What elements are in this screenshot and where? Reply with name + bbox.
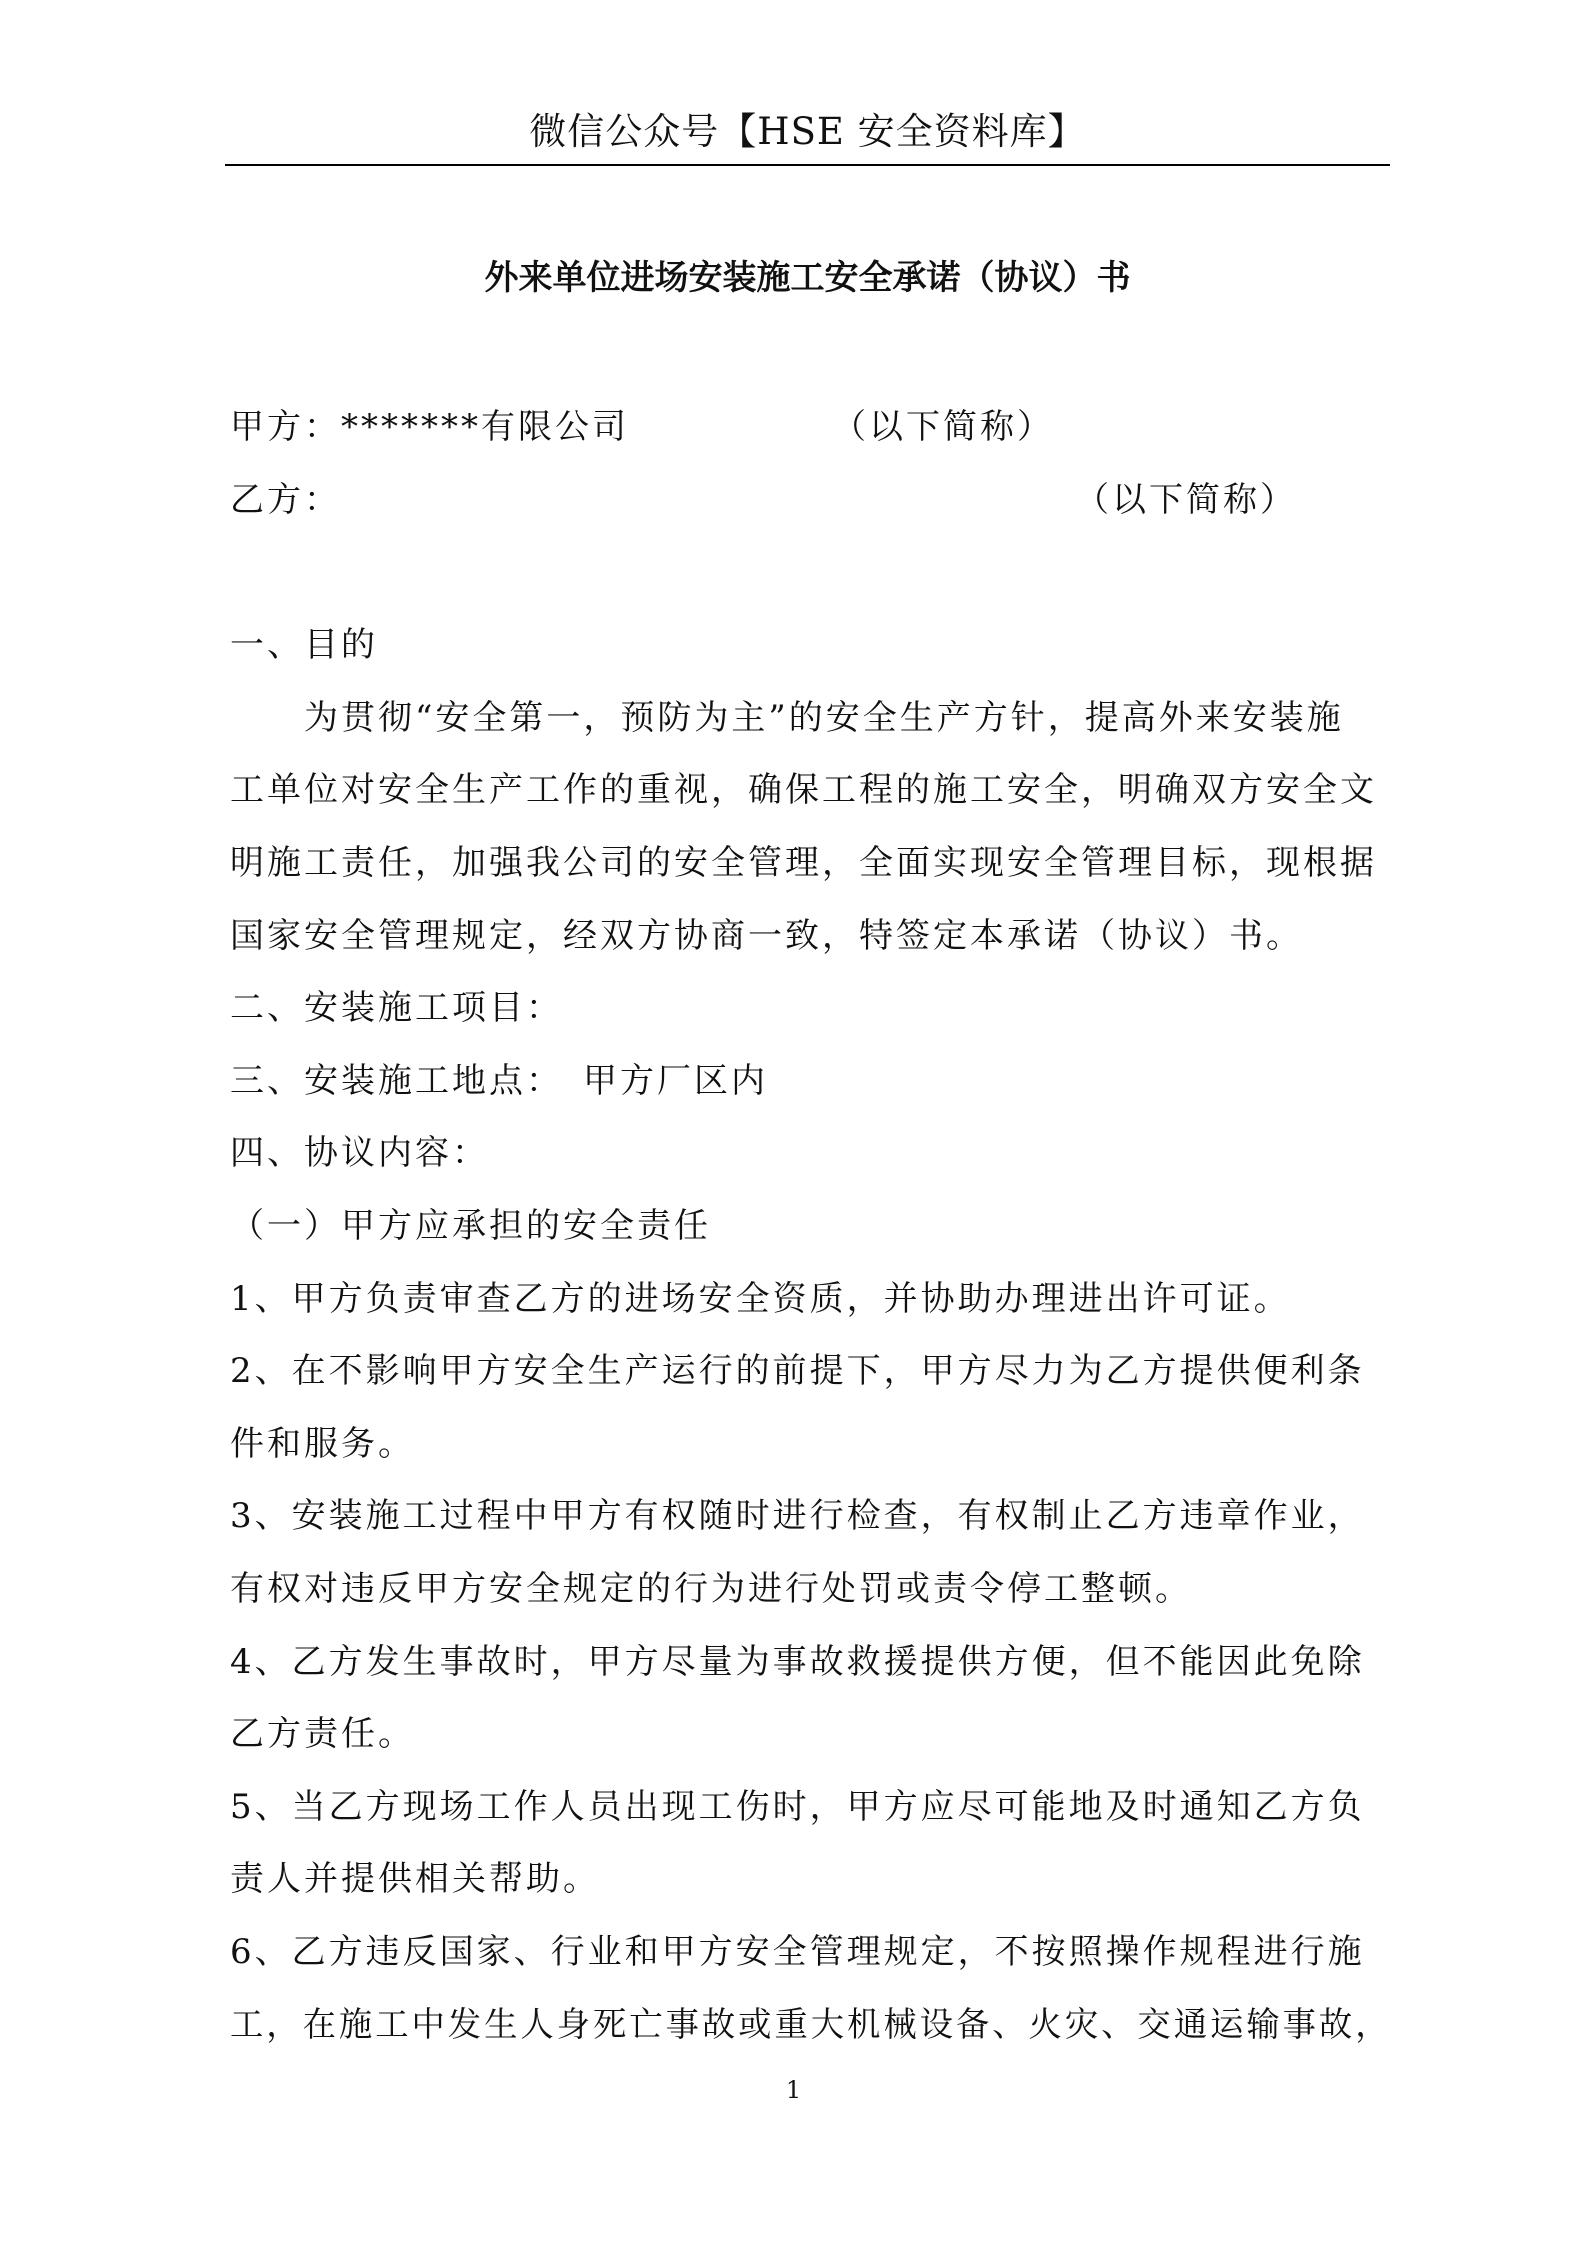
clause-line: 6、乙方违反国家、行业和甲方安全管理规定，不按照操作规程进行施	[230, 1932, 1365, 1972]
page-number: 1	[785, 2076, 802, 2104]
party-a-label: 甲方：*******有限公司	[230, 407, 629, 447]
subsection-heading-party-a: （一）甲方应承担的安全责任	[230, 1206, 711, 1246]
clause-line: 1、甲方负责审查乙方的进场安全资质，并协助办理进出许可证。	[230, 1279, 1291, 1319]
clause-line: 4、乙方发生事故时，甲方尽量为事故救援提供方便，但不能因此免除	[230, 1642, 1365, 1682]
clause-line: 5、当乙方现场工作人员出现工伤时，甲方应尽可能地及时通知乙方负	[230, 1787, 1365, 1827]
clause-line: 2、在不影响甲方安全生产运行的前提下，甲方尽力为乙方提供便利条	[230, 1351, 1365, 1391]
section-heading-purpose: 一、目的	[230, 625, 378, 665]
party-a-note: （以下简称）	[832, 407, 1054, 447]
section-heading-location: 三、安装施工地点： 甲方厂区内	[230, 1061, 768, 1101]
document-title: 外来单位进场安装施工安全承诺（协议）书	[484, 258, 1131, 298]
paragraph-line: 工单位对安全生产工作的重视，确保工程的施工安全，明确双方安全文	[230, 770, 1377, 810]
clause-line: 责人并提供相关帮助。	[230, 1859, 600, 1899]
paragraph-line: 为贯彻“安全第一，预防为主”的安全生产方针，提高外来安装施	[230, 698, 1344, 738]
section-heading-content: 四、协议内容：	[230, 1133, 489, 1173]
paragraph-line: 国家安全管理规定，经双方协商一致，特签定本承诺（协议）书。	[230, 916, 1303, 956]
clause-line: 有权对违反甲方安全规定的行为进行处罚或责令停工整顿。	[230, 1569, 1192, 1609]
party-b-label: 乙方：	[230, 480, 341, 520]
clause-line: 件和服务。	[230, 1424, 415, 1464]
section-heading-project: 二、安装施工项目：	[230, 988, 563, 1028]
page-header: 微信公众号【HSE 安全资料库】	[529, 110, 1086, 153]
clause-line: 3、安装施工过程中甲方有权随时进行检查，有权制止乙方违章作业，	[230, 1496, 1365, 1536]
clause-line: 工，在施工中发生人身死亡事故或重大机械设备、火灾、交通运输事故，	[230, 2005, 1392, 2045]
party-b-note: （以下简称）	[1075, 480, 1297, 520]
header-divider	[225, 164, 1390, 166]
clause-line: 乙方责任。	[230, 1714, 415, 1754]
paragraph-line: 明施工责任，加强我公司的安全管理，全面实现安全管理目标，现根据	[230, 843, 1377, 883]
